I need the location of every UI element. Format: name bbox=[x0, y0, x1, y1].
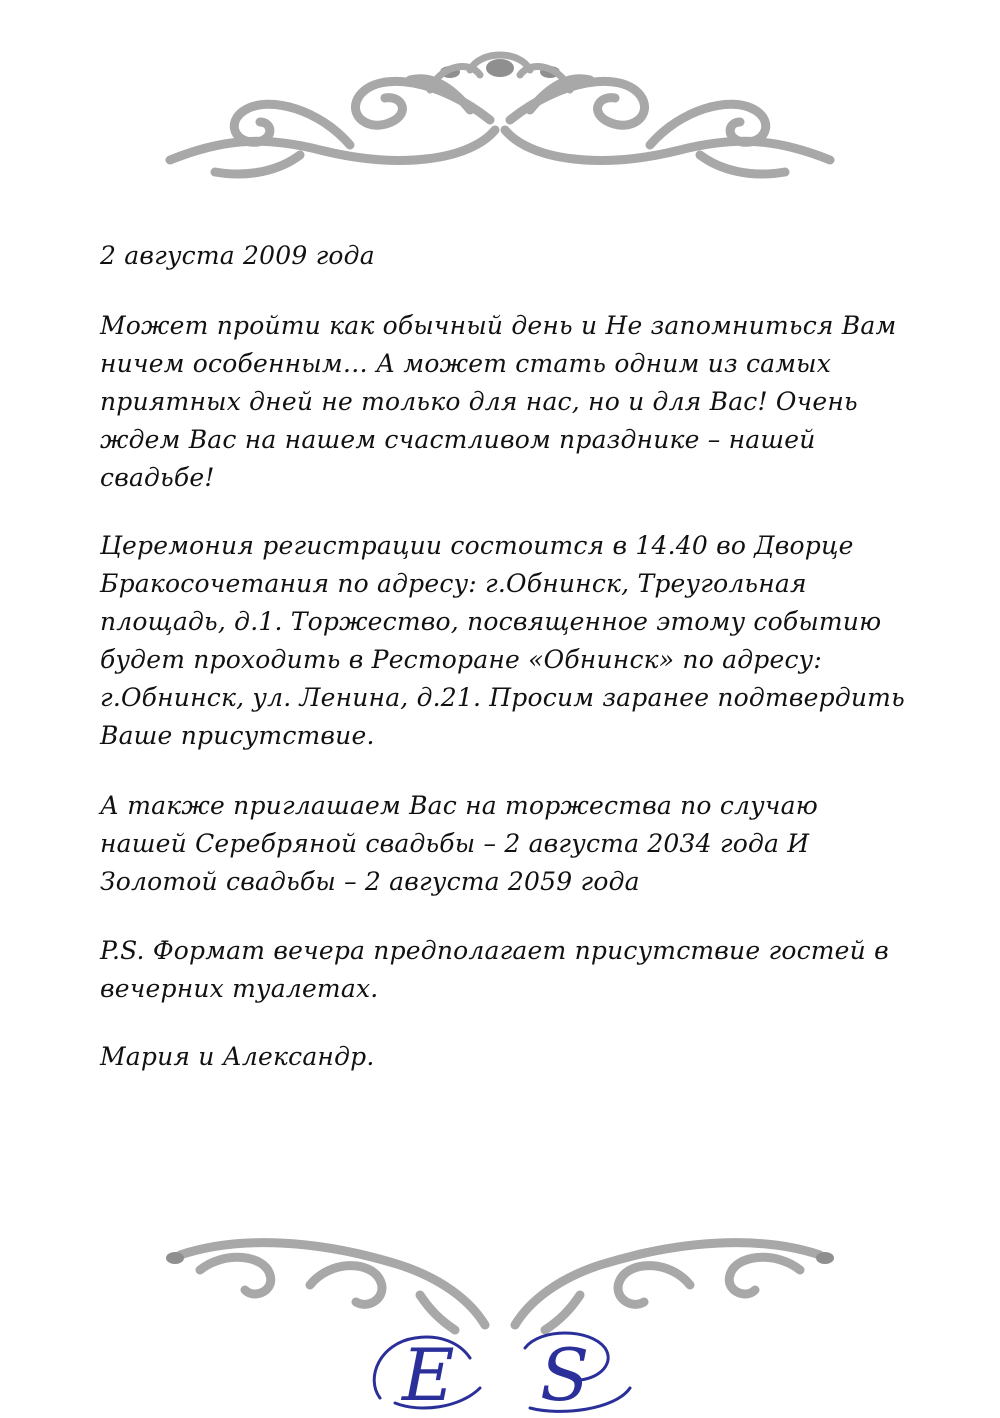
invitation-paragraph-intro: Может пройти как обычный день и Не запомниться Вам ничем особенным… А может стать одним из самых приятных дней не только для нас, но и для Вас! Очень ждем Вас на нашем счастливом празднике – нашей свадьбе! bbox=[100, 311, 897, 492]
top-ornament-flourish-icon bbox=[0, 50, 1000, 190]
monogram-left-letter: E bbox=[402, 1333, 455, 1417]
signature-line: Мария и Александр. bbox=[100, 1042, 375, 1071]
monogram-right-letter: S bbox=[540, 1333, 590, 1417]
ceremony-paragraph: Церемония регистрации состоится в 14.40 во Дворце Бракосочетания по адресу: г.Обнинск, Треугольная площадь, д.1. Торжество, посвященное этому событию будет проходить в Ресторане «Обнинск» по адресу: г.Обнинск, ул. Ленина, д.21. Просим заранее подтвердить Ваше присутствие. bbox=[100, 531, 905, 750]
anniversary-paragraph: А также приглашаем Вас на торжества по случаю нашей Серебряной свадьбы – 2 августа 2034 года И Золотой свадьбы – 2 августа 2059 года bbox=[100, 791, 818, 896]
date-line: 2 августа 2009 года bbox=[100, 241, 375, 270]
monogram bbox=[360, 1318, 650, 1418]
postscript-paragraph: P.S. Формат вечера предполагает присутствие гостей в вечерних туалетах. bbox=[100, 936, 889, 1003]
